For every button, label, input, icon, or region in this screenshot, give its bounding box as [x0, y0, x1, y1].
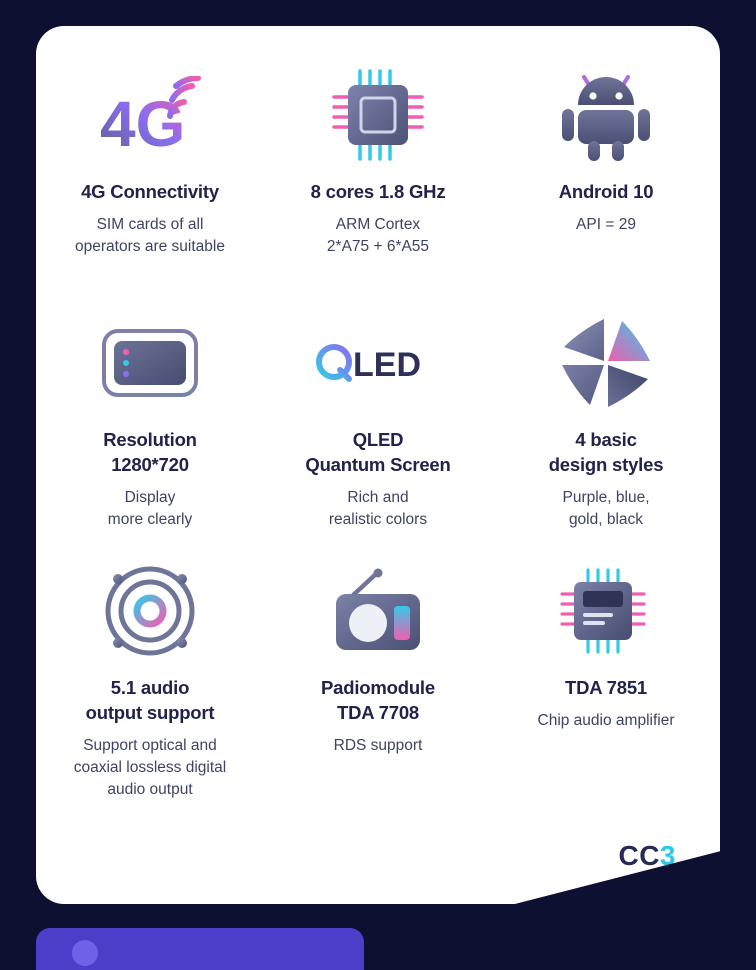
feature-cell-4g-connectivity — [36, 60, 264, 308]
4g-signal-icon — [98, 60, 202, 170]
feature-desc: SIM cards of all operators are suitable — [75, 215, 225, 255]
feature-desc: Support optical and coaxial lossless digital audio output — [73, 736, 227, 798]
feature-cell-android — [492, 60, 720, 308]
feature-title: 4G Connectivity — [81, 181, 219, 202]
feature-title: Padiomodule TDA 7708 — [321, 677, 435, 723]
feature-cell-cpu — [264, 60, 492, 308]
feature-title: Resolution 1280*720 — [103, 429, 197, 475]
feature-desc: API = 29 — [576, 215, 636, 233]
radio-module-icon — [330, 556, 426, 666]
feature-desc: Display more clearly — [107, 488, 193, 528]
feature-cell-audio-output — [36, 556, 264, 804]
feature-cell-radio-module — [264, 556, 492, 804]
feature-desc: RDS support — [333, 736, 423, 754]
speaker-audio-icon — [104, 556, 196, 666]
feature-card — [36, 26, 720, 904]
feature-title: 8 cores 1.8 GHz — [310, 181, 446, 202]
feature-cell-qled — [264, 308, 492, 556]
feature-grid — [36, 60, 720, 804]
feature-title: TDA 7851 — [564, 677, 648, 698]
svg-text:LED: LED — [353, 346, 421, 384]
amplifier-chip-icon — [560, 556, 652, 666]
feature-cell-amplifier — [492, 556, 720, 804]
pinwheel-styles-icon — [560, 308, 652, 418]
feature-desc: Rich and realistic colors — [328, 488, 428, 528]
feature-desc: Purple, blue, gold, black — [562, 488, 650, 528]
brand-prefix: CC — [618, 840, 660, 871]
svg-text:4G: 4G — [100, 88, 186, 154]
feature-title: QLED Quantum Screen — [305, 429, 451, 475]
cpu-chip-icon — [330, 60, 426, 170]
card-corner-notch — [511, 851, 721, 905]
feature-title: 5.1 audio output support — [85, 677, 215, 723]
feature-desc: ARM Cortex 2*A75 + 6*A55 — [326, 215, 430, 255]
feature-title: Android 10 — [558, 181, 654, 202]
brand-suffix: 3 — [659, 840, 676, 871]
screen-resolution-icon — [101, 308, 199, 418]
android-robot-icon — [560, 60, 652, 170]
feature-cell-resolution — [36, 308, 264, 556]
qled-logo-icon — [313, 308, 443, 418]
feature-desc: Chip audio amplifier — [537, 711, 675, 729]
feature-title: 4 basic design styles — [548, 429, 664, 475]
bottom-banner-dot — [72, 940, 98, 966]
feature-cell-design-styles — [492, 308, 720, 556]
